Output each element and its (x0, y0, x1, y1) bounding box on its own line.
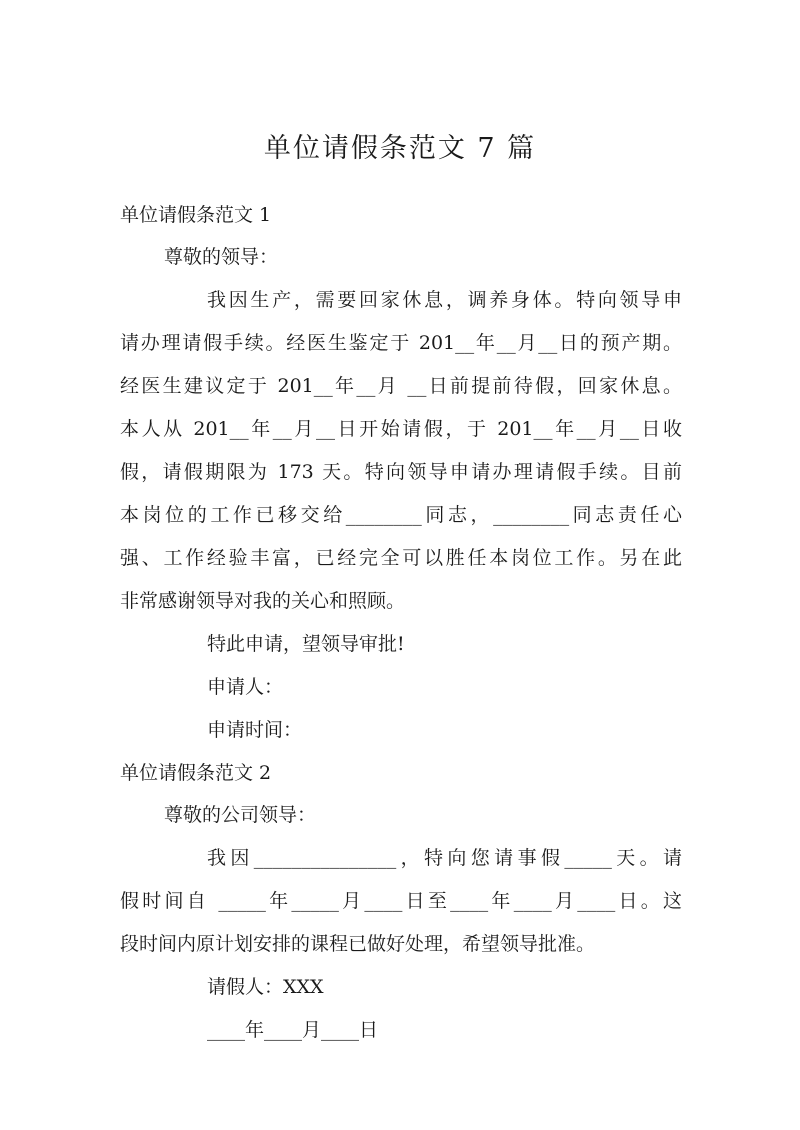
sample2-date: ____年____月____日 (207, 1019, 379, 1041)
sample1-applicant: 申请人： (207, 676, 284, 698)
sample1-apply-time: 申请时间： (207, 719, 303, 741)
sample1-body-line: 经医生建议定于 201__年__月 __日前提前待假，回家休息。 (120, 375, 682, 397)
sample1-closing: 特此申请，望领导审批! (207, 633, 405, 655)
sample1-body-line: 本人从 201__年__月__日开始请假，于 201__年__月__日收 (120, 418, 682, 440)
sample2-applicant: 请假人：XXX (207, 976, 324, 998)
sample1-body-line: 请办理请假手续。经医生鉴定于 201__年__月__日的预产期。 (120, 332, 682, 354)
sample1-body-line: 强、工作经验丰富，已经完全可以胜任本岗位工作。另在此 (120, 547, 682, 569)
sample1-body-line: 我因生产，需要回家休息，调养身体。特向领导申 (207, 289, 682, 311)
sample1-body-line: 本岗位的工作已移交给________同志，________同志责任心 (120, 504, 682, 526)
sample2-salutation: 尊敬的公司领导： (164, 804, 317, 826)
sample1-body-line: 假，请假期限为 173 天。特向领导申请办理请假手续。目前 (120, 461, 682, 483)
sample1-heading: 单位请假条范文 1 (120, 204, 272, 226)
sample2-body-line: 段时间内原计划安排的课程已做好处理，希望领导批准。 (120, 933, 596, 955)
sample2-body-line: 我因_______________，特向您请事假_____天。请 (207, 847, 682, 869)
sample1-salutation: 尊敬的领导： (164, 246, 279, 268)
sample1-body-line: 非常感谢领导对我的关心和照顾。 (120, 590, 406, 612)
document-title: 单位请假条范文 7 篇 (263, 133, 537, 164)
sample2-heading: 单位请假条范文 2 (120, 762, 272, 784)
sample2-body-line: 假时间自 _____年_____月____日至____年____月____日。这 (120, 890, 682, 912)
